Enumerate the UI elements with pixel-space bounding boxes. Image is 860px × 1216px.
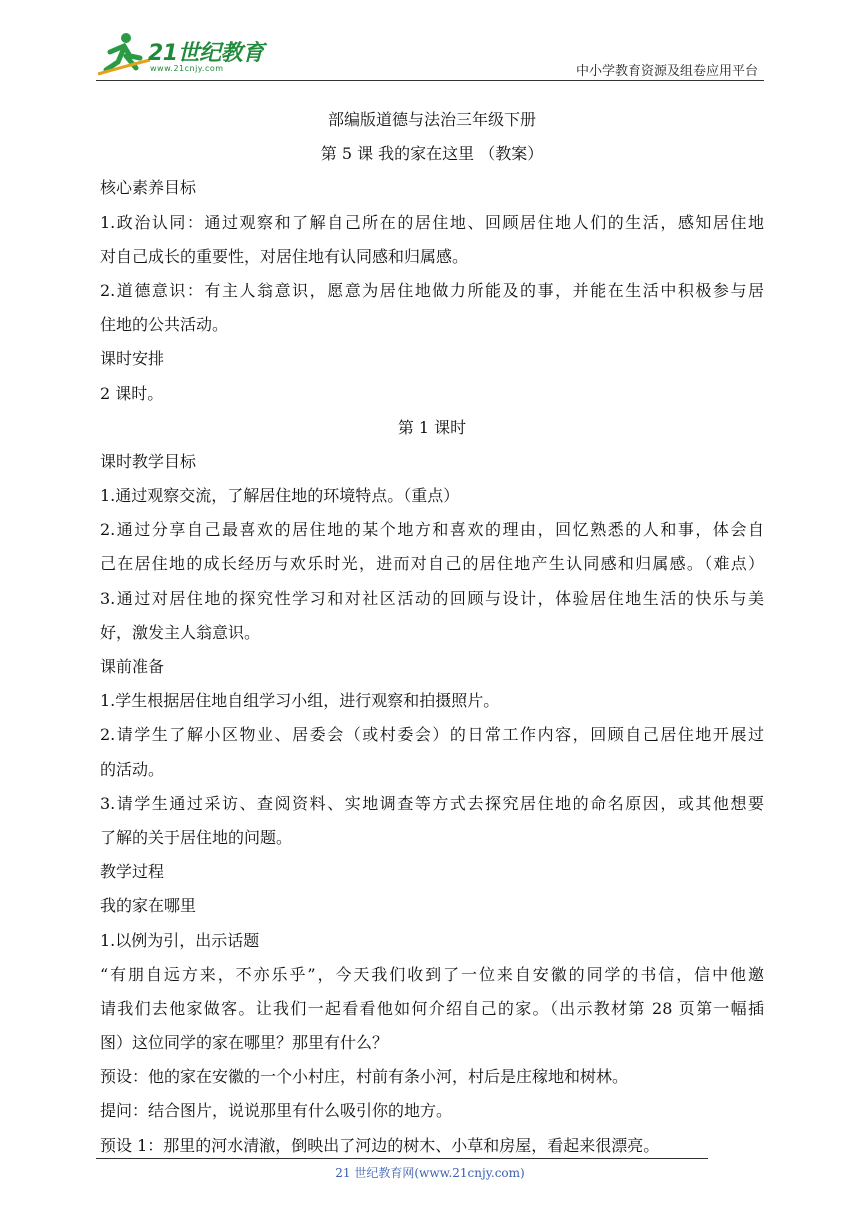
paragraph-line: 2.通过分享自己最喜欢的居住地的某个地方和喜欢的理由，回忆熟悉的人和事，体会自 — [100, 520, 764, 540]
paragraph-line: 2.请学生了解小区物业、居委会（或村委会）的日常工作内容，回顾自己居住地开展过 — [100, 725, 764, 745]
doc-title: 部编版道德与法治三年级下册 — [327, 110, 536, 129]
section-heading: 课时安排 — [100, 349, 165, 369]
platform-name: 中小学教育资源及组卷应用平台 — [575, 64, 758, 79]
step-heading: 1.以例为引，出示话题 — [100, 930, 260, 950]
section-heading: 课时教学目标 — [100, 451, 197, 471]
paragraph-line: 3.请学生通过采访、查阅资料、实地调查等方式去探究居住地的命名原因，或其他想要 — [100, 793, 764, 813]
document-body — [100, 103, 764, 1163]
brand-logo — [96, 30, 266, 76]
paragraph-line: 己在居住地的成长经历与欢乐时光，进而对自己的居住地产生认同感和归属感。（难点） — [100, 554, 764, 574]
paragraph-line: 图）这位同学的家在哪里？那里有什么？ — [100, 1033, 389, 1053]
paragraph-line: 对自己成长的重要性，对居住地有认同感和归属感。 — [100, 246, 469, 266]
paragraph-line: 1.政治认同：通过观察和了解自己所在的居住地、回顾居住地人们的生活，感知居住地 — [100, 212, 764, 232]
logo-sub-text: www.21cnjy.com — [150, 64, 224, 73]
paragraph-line: 好，激发主人翁意识。 — [100, 622, 261, 642]
paragraph-line: 2.道德意识：有主人翁意识，愿意为居住地做力所能及的事，并能在生活中积极参与居 — [100, 280, 764, 300]
paragraph-line: 1.学生根据居住地自组学习小组，进行观察和拍摄照片。 — [100, 691, 500, 711]
section-heading: 课前准备 — [100, 657, 165, 676]
page-footer: 21 世纪教育网(www.21cnjy.com) — [335, 1166, 525, 1180]
paragraph-line: 提问：结合图片，说说那里有什么吸引你的地方。 — [100, 1101, 453, 1121]
lesson-heading: 第 1 课时 — [397, 417, 467, 437]
page-header — [96, 30, 764, 82]
paragraph-line: 请我们去他家做客。让我们一起看看他如何介绍自己的家。（出示教材第 28 页第一幅插 — [100, 998, 764, 1018]
logo-main-text: 21世纪教育 — [148, 41, 264, 66]
footer-divider — [96, 1158, 708, 1159]
section-heading: 教学过程 — [100, 862, 165, 882]
paragraph-line: 了解的关于居住地的问题。 — [100, 827, 293, 847]
doc-subtitle: 第 5 课 我的家在这里 （教案） — [320, 144, 544, 164]
paragraph-line: 1.通过观察交流，了解居住地的环境特点。（重点） — [100, 486, 460, 506]
subsection-heading: 我的家在哪里 — [100, 896, 197, 916]
paragraph-line: “有朋自远方来，不亦乐乎”，今天我们收到了一位来自安徽的同学的书信，信中他邀 — [100, 964, 764, 984]
section-heading: 核心素养目标 — [100, 178, 197, 198]
paragraph-line: 住地的公共活动。 — [100, 315, 229, 335]
runner-logo-icon — [96, 30, 152, 76]
paragraph-line: 预设：他的家在安徽的一个小村庄，村前有条小河，村后是庄稼地和树林。 — [100, 1067, 629, 1087]
paragraph-line: 2 课时。 — [100, 383, 164, 403]
paragraph-line: 的活动。 — [100, 759, 165, 779]
paragraph-line: 预设 1：那里的河水清澈，倒映出了河边的树木、小草和房屋，看起来很漂亮。 — [100, 1135, 660, 1155]
paragraph-line: 3.通过对居住地的探究性学习和对社区活动的回顾与设计，体验居住地生活的快乐与美 — [100, 588, 764, 608]
header-divider — [96, 80, 764, 81]
